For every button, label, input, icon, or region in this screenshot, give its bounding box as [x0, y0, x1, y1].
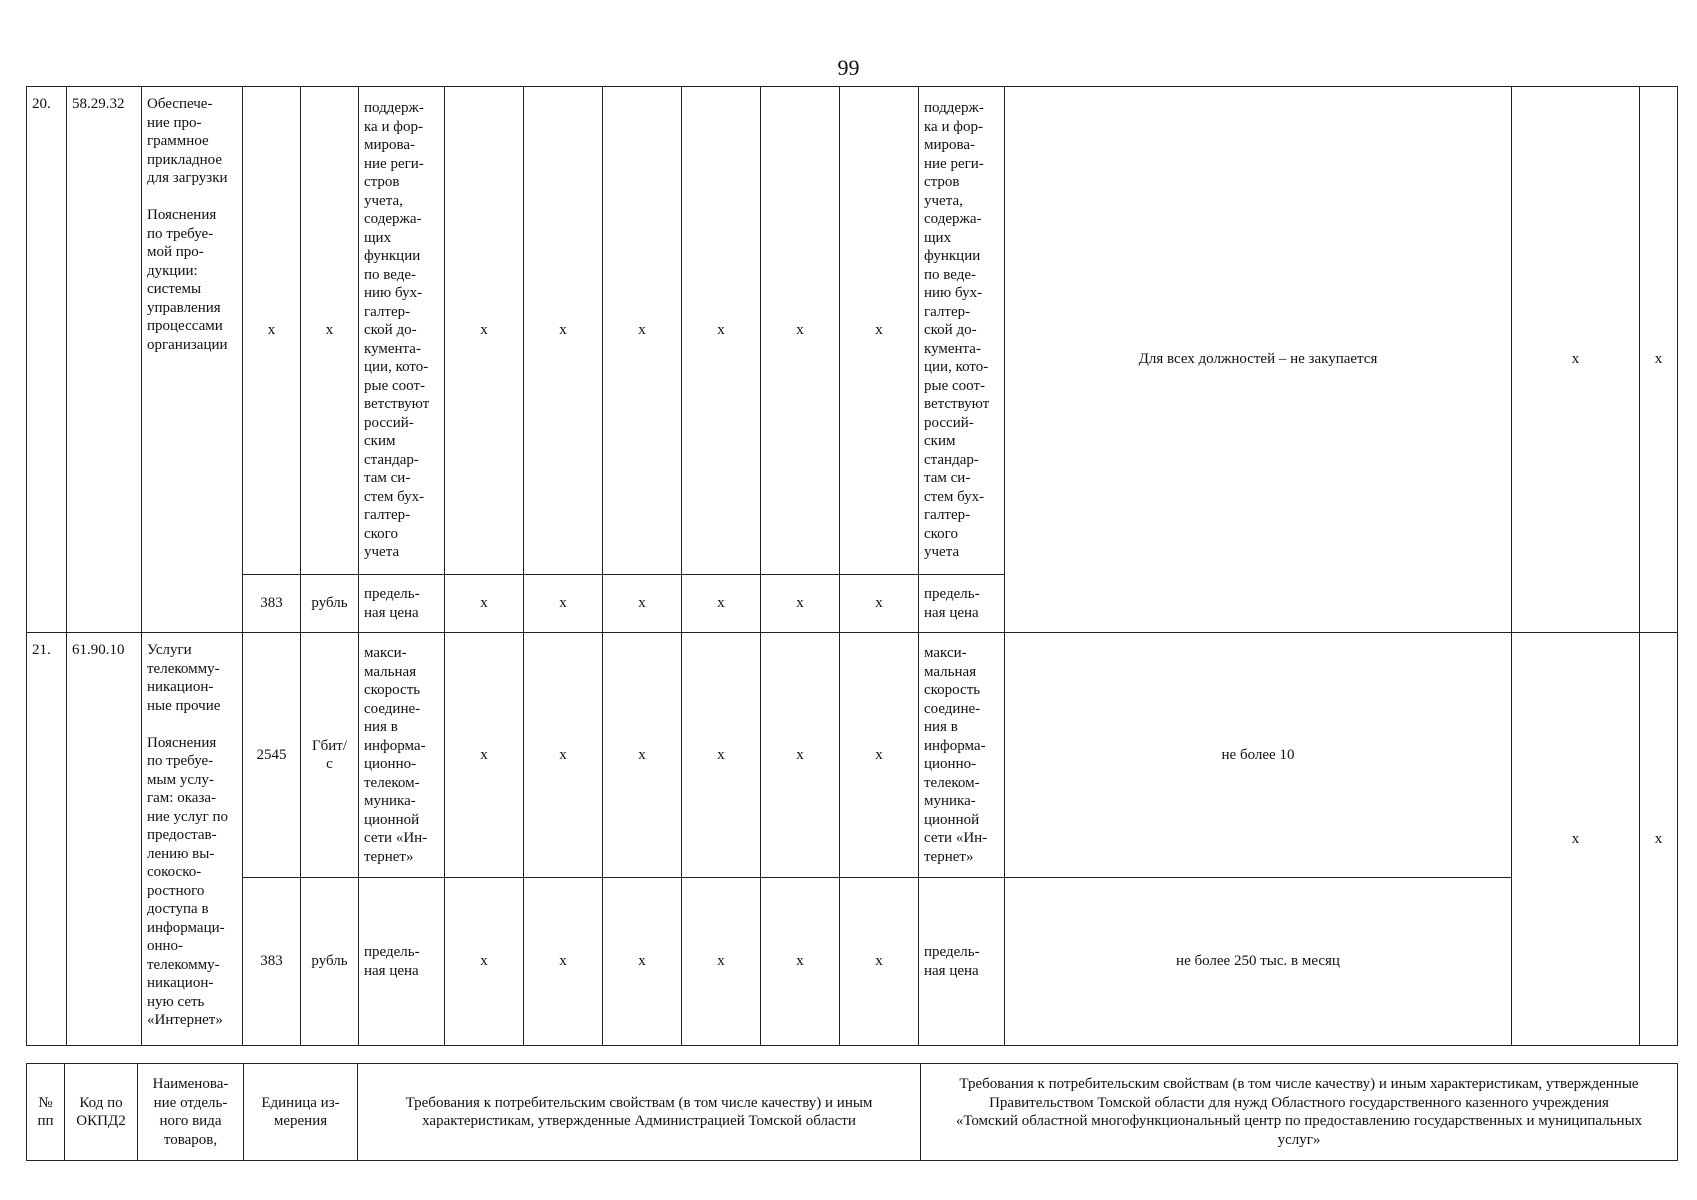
- row-number: 21.: [27, 633, 67, 1046]
- value-cell: x: [840, 878, 919, 1046]
- characteristic-2: предель- ная цена: [919, 575, 1005, 633]
- characteristic-2: предель- ная цена: [919, 878, 1005, 1046]
- header-unit: Единица из- мерения: [244, 1064, 358, 1161]
- okpd2-code: 58.29.32: [67, 87, 142, 633]
- value-cell: x: [524, 878, 603, 1046]
- col-b-value: x: [1640, 633, 1678, 1046]
- header-code: Код по ОКПД2: [65, 1064, 138, 1161]
- value-cell: x: [524, 575, 603, 633]
- requirement-value: не более 10: [1005, 633, 1512, 878]
- header-req-gov: Требования к потребительским свойствам (в том числе качеству) и иным характеристикам, утвержденные Правительством Томской области для нужд Областного государственного казенного учреждения «Томский областной многофункциональный центр по предоставлению государственных и муниципальных услуг»: [921, 1064, 1678, 1161]
- requirement-value: не более 250 тыс. в месяц: [1005, 878, 1512, 1046]
- unit-name: рубль: [301, 878, 359, 1046]
- unit-name: Гбит/ с: [301, 633, 359, 878]
- value-cell: x: [603, 575, 682, 633]
- value-cell: x: [445, 633, 524, 878]
- product-name: Услуги телекомму- никацион- ные прочие Пояснения по требуе- мым услу- гам: оказа- ние услуг по предостав- лению вы- сокоско- ростного доступа в информаци- онно- телекомму- никацион- ную сеть «Интернет»: [142, 633, 243, 1046]
- value-cell: x: [603, 878, 682, 1046]
- table-row: [27, 633, 1678, 878]
- unit-code: x: [243, 87, 301, 575]
- value-cell: x: [445, 575, 524, 633]
- characteristic: предель- ная цена: [359, 878, 445, 1046]
- goods-requirements-table: [26, 86, 1678, 1046]
- header-req-admin: Требования к потребительским свойствам (в том числе качеству) и иным характеристикам, утвержденные Администрацией Томской области: [358, 1064, 921, 1161]
- value-cell: x: [761, 633, 840, 878]
- table-row: [27, 87, 1678, 575]
- page-number: 99: [837, 55, 860, 80]
- unit-name: рубль: [301, 575, 359, 633]
- value-cell: x: [840, 633, 919, 878]
- header-table: [26, 1063, 1678, 1161]
- value-cell: x: [761, 575, 840, 633]
- col-a-value: x: [1512, 87, 1640, 633]
- characteristic: поддерж- ка и фор- мирова- ние реги- стров учета, содержа- щих функции по веде- нию бух- галтер- ской до- кумента- ции, кото- рые соот- ветствуют россий- ским стандар- там си- стем бух- галтер- ского учета: [359, 87, 445, 575]
- value-cell: x: [682, 878, 761, 1046]
- requirement-value: Для всех должностей – не закупается: [1005, 87, 1512, 633]
- value-cell: x: [524, 633, 603, 878]
- unit-code: 383: [243, 575, 301, 633]
- value-cell: x: [603, 633, 682, 878]
- table-row: [27, 878, 1678, 1046]
- value-cell: x: [445, 87, 524, 575]
- value-cell: x: [761, 878, 840, 1046]
- value-cell: x: [603, 87, 682, 575]
- value-cell: x: [761, 87, 840, 575]
- value-cell: x: [682, 87, 761, 575]
- value-cell: x: [840, 575, 919, 633]
- characteristic: предель- ная цена: [359, 575, 445, 633]
- header-name: Наименова- ние отдель- ного вида товаров,: [138, 1064, 244, 1161]
- characteristic-2: макси- мальная скорость соедине- ния в информа- ционно- телеком- муника- ционной сети «Ин- тернет»: [919, 633, 1005, 878]
- value-cell: x: [682, 633, 761, 878]
- value-cell: x: [840, 87, 919, 575]
- header-num: № пп: [27, 1064, 65, 1161]
- characteristic: макси- мальная скорость соедине- ния в информа- ционно- телеком- муника- ционной сети «Ин- тернет»: [359, 633, 445, 878]
- value-cell: x: [445, 878, 524, 1046]
- characteristic-2: поддерж- ка и фор- мирова- ние реги- стров учета, содержа- щих функции по веде- нию бух- галтер- ской до- кумента- ции, кото- рые соот- ветствуют россий- ским стандар- там си- стем бух- галтер- ского учета: [919, 87, 1005, 575]
- unit-name: x: [301, 87, 359, 575]
- unit-code: 383: [243, 878, 301, 1046]
- unit-code: 2545: [243, 633, 301, 878]
- header-row: [27, 1064, 1678, 1161]
- col-a-value: x: [1512, 633, 1640, 1046]
- value-cell: x: [682, 575, 761, 633]
- row-number: 20.: [27, 87, 67, 633]
- col-b-value: x: [1640, 87, 1678, 633]
- product-name: Обеспече- ние про- граммное прикладное для загрузки Пояснения по требуе- мой про- дукции: системы управления процессами организации: [142, 87, 243, 633]
- value-cell: x: [524, 87, 603, 575]
- okpd2-code: 61.90.10: [67, 633, 142, 1046]
